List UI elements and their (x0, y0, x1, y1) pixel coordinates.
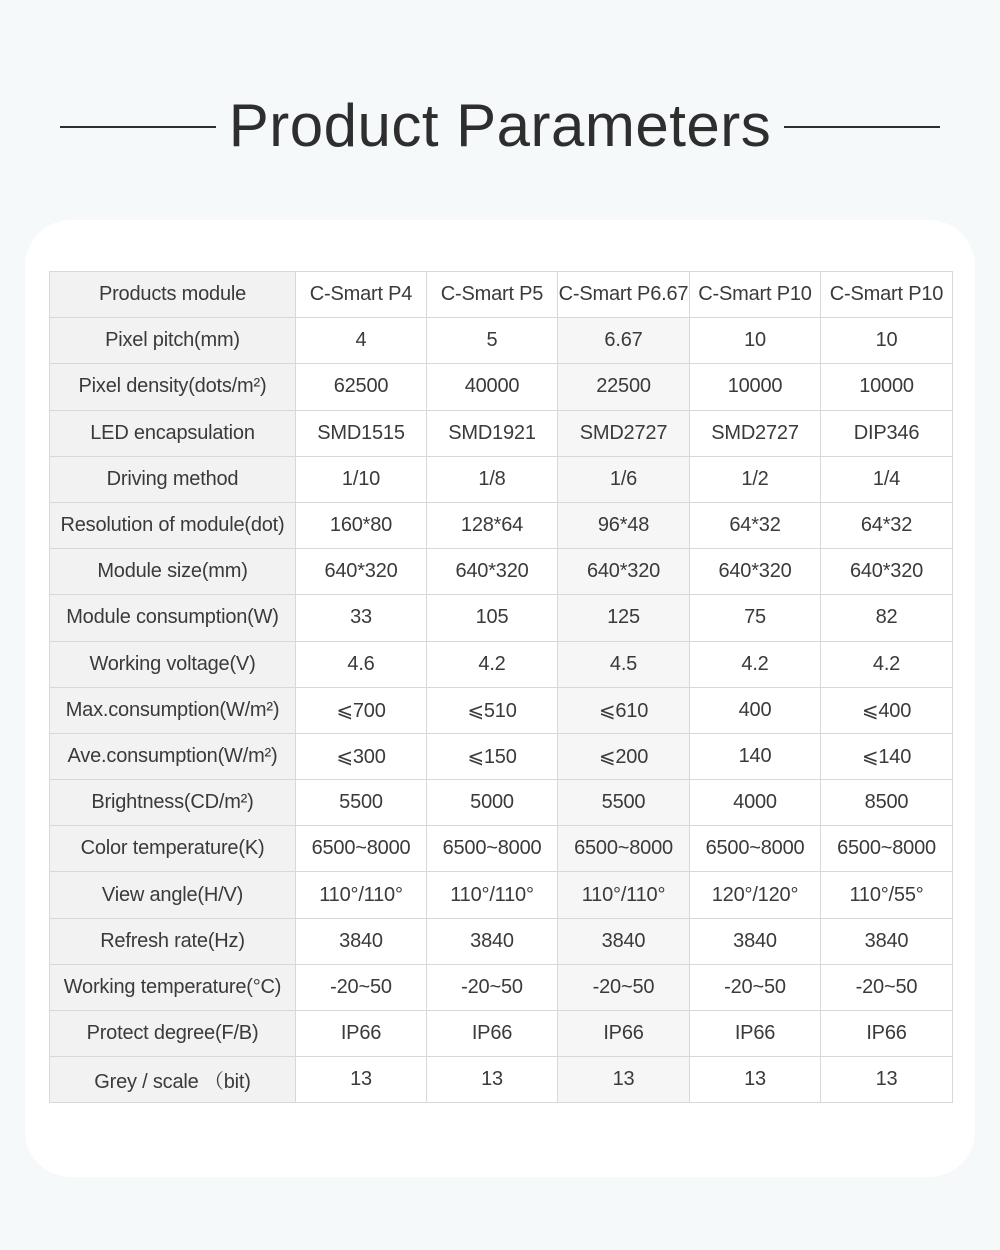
parameter-value: 8500 (821, 780, 953, 826)
parameter-label: Pixel pitch(mm) (50, 318, 296, 364)
parameter-value: ⩽400 (821, 687, 953, 733)
table-row (50, 318, 953, 364)
parameter-value: 110°/55° (821, 872, 953, 918)
parameter-value: 6500~8000 (296, 826, 427, 872)
parameter-value: ⩽300 (296, 733, 427, 779)
parameter-value: 640*320 (296, 549, 427, 595)
parameter-value: 96*48 (558, 502, 690, 548)
header-label-cell: Products module (50, 272, 296, 318)
parameter-value: -20~50 (558, 964, 690, 1010)
parameter-value: -20~50 (690, 964, 821, 1010)
parameter-value: IP66 (427, 1011, 558, 1057)
parameter-value: 110°/110° (558, 872, 690, 918)
parameter-value: 5500 (296, 780, 427, 826)
parameter-label: Resolution of module(dot) (50, 502, 296, 548)
parameter-value: 5 (427, 318, 558, 364)
parameter-value: 64*32 (821, 502, 953, 548)
parameter-label: Brightness(CD/m²) (50, 780, 296, 826)
parameter-label: Working temperature(°C) (50, 964, 296, 1010)
parameter-value: 13 (690, 1057, 821, 1103)
parameter-value: 13 (558, 1057, 690, 1103)
table-row (50, 918, 953, 964)
title-divider-left (60, 126, 216, 128)
parameter-value: 125 (558, 595, 690, 641)
parameter-value: IP66 (296, 1011, 427, 1057)
parameter-value: 4.5 (558, 641, 690, 687)
parameter-value: 3840 (296, 918, 427, 964)
table-row (50, 595, 953, 641)
parameter-value: SMD1515 (296, 410, 427, 456)
parameter-value: 400 (690, 687, 821, 733)
table-row (50, 549, 953, 595)
parameter-value: 160*80 (296, 502, 427, 548)
parameter-value: ⩽700 (296, 687, 427, 733)
parameter-value: -20~50 (296, 964, 427, 1010)
page-title: Product Parameters (228, 92, 772, 159)
parameters-table (49, 271, 953, 1103)
parameter-value: 105 (427, 595, 558, 641)
parameter-label: Module consumption(W) (50, 595, 296, 641)
parameter-value: ⩽610 (558, 687, 690, 733)
parameter-value: 6.67 (558, 318, 690, 364)
table-row (50, 872, 953, 918)
parameter-value: 1/4 (821, 456, 953, 502)
parameter-value: 10000 (690, 364, 821, 410)
parameter-value: -20~50 (821, 964, 953, 1010)
table-row (50, 1011, 953, 1057)
parameter-value: 4.2 (427, 641, 558, 687)
parameter-value: 110°/110° (296, 872, 427, 918)
parameter-value: 6500~8000 (690, 826, 821, 872)
parameter-label: Module size(mm) (50, 549, 296, 595)
parameter-value: 62500 (296, 364, 427, 410)
parameter-value: 640*320 (558, 549, 690, 595)
model-name-cell: C-Smart P10 (821, 272, 953, 318)
parameter-value: 4 (296, 318, 427, 364)
parameter-value: 140 (690, 733, 821, 779)
model-name-cell: C-Smart P6.67 (558, 272, 690, 318)
parameter-value: 110°/110° (427, 872, 558, 918)
table-row (50, 826, 953, 872)
parameter-value: 1/6 (558, 456, 690, 502)
parameter-label: Ave.consumption(W/m²) (50, 733, 296, 779)
parameter-value: 82 (821, 595, 953, 641)
table-row (50, 456, 953, 502)
model-name-cell: C-Smart P10 (690, 272, 821, 318)
title-row (0, 88, 1000, 168)
parameter-value: ⩽510 (427, 687, 558, 733)
table-row (50, 1057, 953, 1103)
parameter-value: 3840 (821, 918, 953, 964)
parameter-value: 10 (821, 318, 953, 364)
parameter-label: Refresh rate(Hz) (50, 918, 296, 964)
parameter-value: SMD1921 (427, 410, 558, 456)
parameter-value: 1/10 (296, 456, 427, 502)
parameter-value: 640*320 (821, 549, 953, 595)
parameter-value: 13 (821, 1057, 953, 1103)
parameter-value: 6500~8000 (558, 826, 690, 872)
parameter-value: 33 (296, 595, 427, 641)
parameter-value: 4.2 (821, 641, 953, 687)
parameter-value: 40000 (427, 364, 558, 410)
parameter-value: 64*32 (690, 502, 821, 548)
parameter-value: 3840 (558, 918, 690, 964)
table-row (50, 964, 953, 1010)
parameter-value: SMD2727 (558, 410, 690, 456)
table-row (50, 410, 953, 456)
parameter-value: IP66 (690, 1011, 821, 1057)
parameter-label: Pixel density(dots/m²) (50, 364, 296, 410)
parameter-value: -20~50 (427, 964, 558, 1010)
parameter-value: 75 (690, 595, 821, 641)
table-row (50, 641, 953, 687)
parameter-value: 10 (690, 318, 821, 364)
parameter-value: 13 (296, 1057, 427, 1103)
parameter-value: 5500 (558, 780, 690, 826)
parameter-value: 640*320 (427, 549, 558, 595)
model-name-cell: C-Smart P4 (296, 272, 427, 318)
parameter-value: ⩽200 (558, 733, 690, 779)
parameter-label: LED encapsulation (50, 410, 296, 456)
parameter-label: Grey / scale （bit) (50, 1057, 296, 1103)
parameter-value: 128*64 (427, 502, 558, 548)
title-divider-right (784, 126, 940, 128)
parameter-value: 120°/120° (690, 872, 821, 918)
parameter-value: 4.2 (690, 641, 821, 687)
parameter-value: 1/2 (690, 456, 821, 502)
parameter-label: Max.consumption(W/m²) (50, 687, 296, 733)
parameter-label: Color temperature(K) (50, 826, 296, 872)
parameter-value: 640*320 (690, 549, 821, 595)
parameter-value: 5000 (427, 780, 558, 826)
parameter-value: 4000 (690, 780, 821, 826)
table-row (50, 502, 953, 548)
parameter-value: ⩽150 (427, 733, 558, 779)
parameter-value: IP66 (558, 1011, 690, 1057)
model-name-cell: C-Smart P5 (427, 272, 558, 318)
parameter-value: 13 (427, 1057, 558, 1103)
parameter-value: 6500~8000 (821, 826, 953, 872)
parameter-value: 3840 (690, 918, 821, 964)
table-row (50, 687, 953, 733)
table-header-row (50, 272, 953, 318)
table-row (50, 364, 953, 410)
parameter-value: 1/8 (427, 456, 558, 502)
parameter-value: 3840 (427, 918, 558, 964)
parameter-value: 4.6 (296, 641, 427, 687)
parameter-label: View angle(H/V) (50, 872, 296, 918)
parameter-label: Working voltage(V) (50, 641, 296, 687)
table-row (50, 733, 953, 779)
parameter-label: Protect degree(F/B) (50, 1011, 296, 1057)
parameter-value: IP66 (821, 1011, 953, 1057)
parameter-value: ⩽140 (821, 733, 953, 779)
parameter-value: 6500~8000 (427, 826, 558, 872)
parameter-label: Driving method (50, 456, 296, 502)
table-row (50, 780, 953, 826)
parameter-value: 10000 (821, 364, 953, 410)
parameter-value: 22500 (558, 364, 690, 410)
parameter-value: DIP346 (821, 410, 953, 456)
parameter-value: SMD2727 (690, 410, 821, 456)
